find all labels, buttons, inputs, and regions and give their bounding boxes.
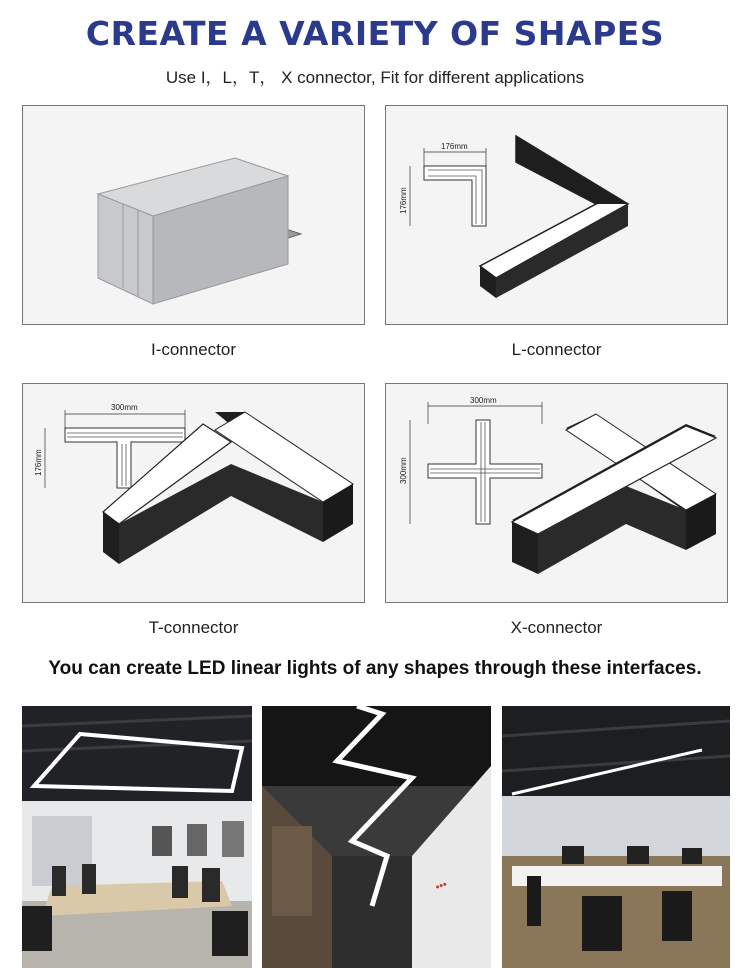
t-connector-caption: T-connector [148, 618, 239, 637]
t-connector-shape-icon [23, 384, 365, 603]
x-connector-shape-icon [386, 384, 728, 603]
tagline: You can create LED linear lights of any shapes through these interfaces. [48, 658, 702, 679]
corridor-zigzag-lights-icon [262, 706, 491, 968]
x-connector-panel [385, 383, 728, 603]
meeting-room-rectangle-lights-icon [22, 706, 252, 968]
i-connector-panel [22, 105, 365, 325]
l-connector-shape-icon [386, 106, 728, 325]
x-height-label: 300mm [399, 457, 408, 484]
t-width-label: 300mm [111, 403, 138, 412]
i-connector-caption: I-connector [150, 340, 237, 359]
x-connector-caption: X-connector [510, 618, 603, 637]
x-width-label: 300mm [470, 396, 497, 405]
page-title: CREATE A VARIETY OF SHAPES [85, 14, 665, 53]
t-height-label: 176mm [34, 449, 43, 476]
l-connector-caption: L-connector [511, 340, 602, 359]
svg-text:•••: ••• [433, 878, 449, 894]
meeting-room-photo [22, 706, 252, 968]
l-height-label: 176mm [399, 187, 408, 214]
corridor-photo [262, 706, 491, 968]
page-subtitle: Use I，L，T， X connector, Fit for different applications [165, 68, 585, 87]
l-connector-panel [385, 105, 728, 325]
t-connector-panel [22, 383, 365, 603]
i-connector-profile-icon [23, 106, 365, 325]
office-photo [502, 706, 730, 968]
office-linear-lights-icon [502, 706, 730, 968]
l-width-label: 176mm [441, 142, 468, 151]
